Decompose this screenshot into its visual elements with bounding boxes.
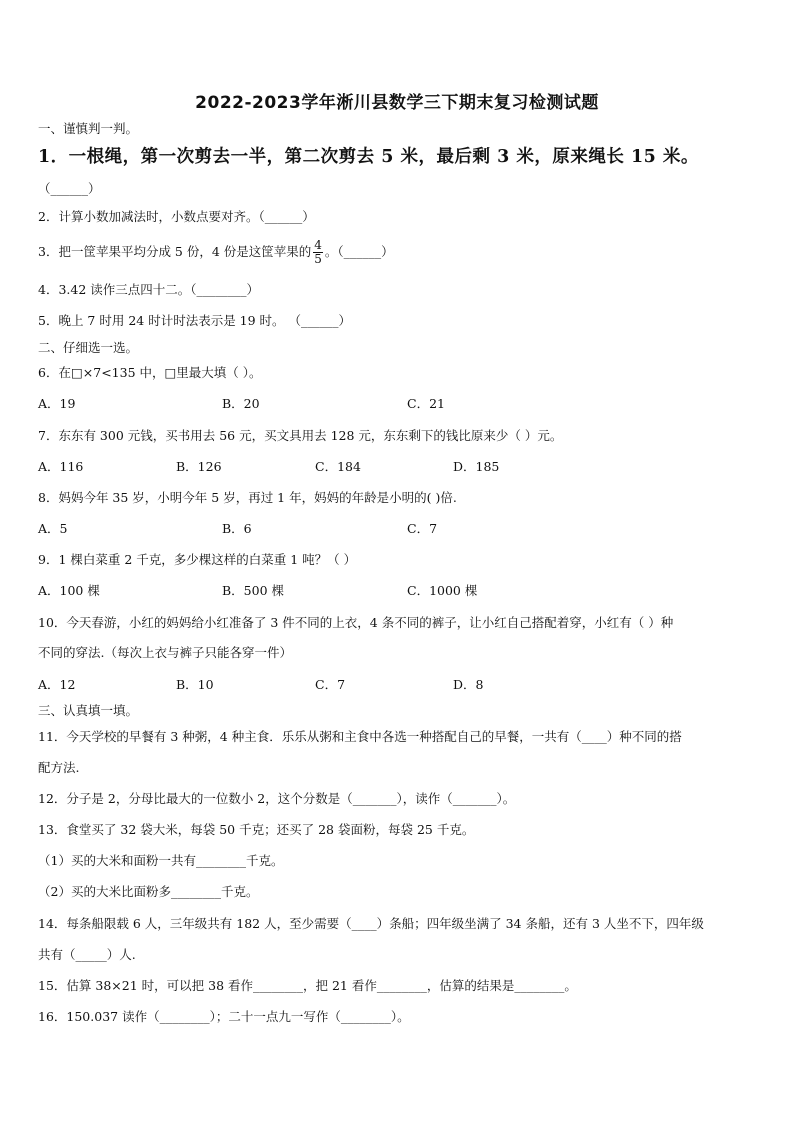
- question-10-option-d[interactable]: D．8: [453, 677, 484, 692]
- question-16-text: 16．150.037 读作（________）；二十一点九一写作（________）。: [38, 1009, 410, 1024]
- section-heading-choose: 二、仔细选一选。: [38, 340, 139, 355]
- question-8-text: 8．妈妈今年 35 岁，小明今年 5 岁，再过 1 年，妈妈的年龄是小明的( )倍.: [38, 490, 457, 505]
- question-2-text: 2．计算小数加减法时，小数点要对齐。（______）: [38, 209, 315, 224]
- question-1-text: 1．一根绳，第一次剪去一半，第二次剪去 5 米，最后剩 3 米，原来绳长 15 米。: [38, 147, 699, 167]
- question-5-text: 5．晚上 7 时用 24 时计时法表示是 19 时。 （______）: [38, 313, 352, 328]
- question-9-option-c[interactable]: C．1000 棵: [407, 583, 478, 598]
- question-14-line-2: 共有（_____）人.: [38, 947, 136, 962]
- question-15-text: 15．估算 38×21 时，可以把 38 看作________，把 21 看作________，估算的结果是________。: [38, 978, 577, 993]
- question-12-text: 12．分子是 2，分母比最大的一位数小 2，这个分数是（_______），读作（_______）。: [38, 791, 516, 806]
- question-13-part-1: （1）买的大米和面粉一共有________千克。: [38, 853, 284, 868]
- question-1-answer-blank[interactable]: （______）: [38, 181, 101, 196]
- question-13-part-2: （2）买的大米比面粉多________千克。: [38, 884, 259, 899]
- question-8-option-c[interactable]: C．7: [407, 521, 438, 536]
- question-13-line-1: 13．食堂买了 32 袋大米，每袋 50 千克；还买了 28 袋面粉，每袋 25 千克。: [38, 822, 475, 837]
- question-9-option-b[interactable]: B．500 棵: [222, 583, 285, 598]
- question-10-line-1: 10．今天春游，小红的妈妈给小红准备了 3 件不同的上衣，4 条不同的裤子，让小红自己搭配着穿，小红有（ ）种: [38, 615, 674, 630]
- question-6-text: 6．在□×7<135 中，□里最大填（ ）。: [38, 365, 262, 380]
- question-8-option-b[interactable]: B．6: [222, 521, 252, 536]
- fraction-numerator: 4: [314, 238, 322, 252]
- section-heading-judge: 一、谨慎判一判。: [38, 121, 139, 136]
- question-10-option-b[interactable]: B．10: [176, 677, 214, 692]
- question-6-option-a[interactable]: A．19: [38, 396, 76, 411]
- question-11-line-1: 11．今天学校的早餐有 3 种粥，4 种主食．乐乐从粥和主食中各选一种搭配自己的早餐，一共有（____）种不同的搭: [38, 729, 682, 744]
- question-14-line-1: 14．每条船限载 6 人，三年级共有 182 人，至少需要（____）条船；四年级坐满了 34 条船，还有 3 人坐不下，四年级: [38, 916, 704, 931]
- question-3-prefix: 3．把一筐苹果平均分成 5 份，4 份是这筐苹果的: [38, 244, 312, 259]
- question-8-option-a[interactable]: A．5: [38, 521, 68, 536]
- question-9-option-a[interactable]: A．100 棵: [38, 583, 100, 598]
- question-6-option-b[interactable]: B．20: [222, 396, 260, 411]
- question-11-line-2: 配方法.: [38, 760, 80, 775]
- fraction-denominator: 5: [314, 252, 322, 266]
- question-10-option-a[interactable]: A．12: [38, 677, 76, 692]
- question-3-suffix: 。（______）: [324, 244, 394, 259]
- section-heading-fill: 三、认真填一填。: [38, 703, 139, 718]
- question-10-line-2: 不同的穿法.（每次上衣与裤子只能各穿一件）: [38, 645, 292, 660]
- question-7-option-a[interactable]: A．116: [38, 459, 84, 474]
- question-4-text: 4．3.42 读作三点四十二。（________）: [38, 282, 260, 297]
- question-7-option-d[interactable]: D．185: [453, 459, 500, 474]
- question-7-option-b[interactable]: B．126: [176, 459, 222, 474]
- question-9-text: 9．1 棵白菜重 2 千克，多少棵这样的白菜重 1 吨？（ ）: [38, 552, 357, 567]
- question-3-fraction: [313, 239, 323, 266]
- question-7-text: 7．东东有 300 元钱，买书用去 56 元，买文具用去 128 元，东东剩下的钱比原来少（ ）元。: [38, 428, 563, 443]
- question-10-option-c[interactable]: C．7: [315, 677, 346, 692]
- question-7-option-c[interactable]: C．184: [315, 459, 361, 474]
- question-6-option-c[interactable]: C．21: [407, 396, 445, 411]
- question-3-text: [38, 236, 394, 268]
- page-title: 2022-2023学年淅川县数学三下期末复习检测试题: [195, 93, 599, 113]
